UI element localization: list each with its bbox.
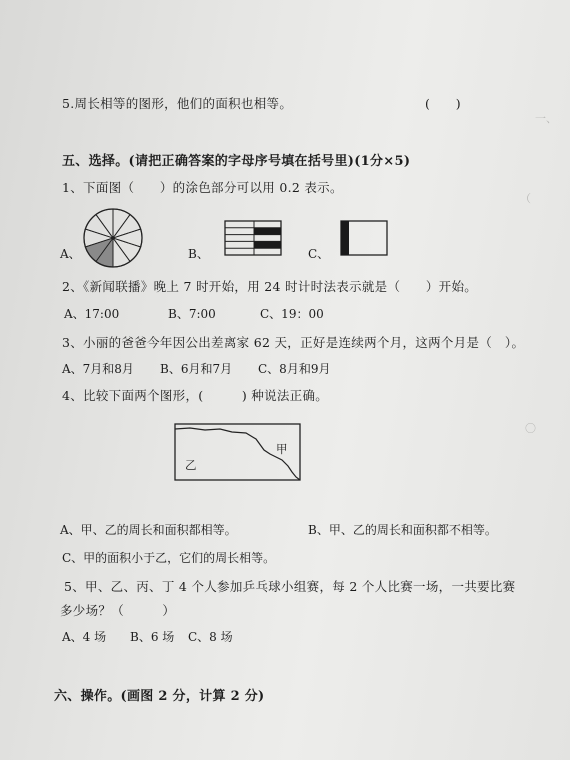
- q2-option-b: B、7:00: [168, 307, 216, 321]
- circle-sector: [113, 215, 141, 238]
- tf-answer-blank[interactable]: ( ): [425, 96, 461, 111]
- choice-q2-text: 2、《新闻联播》晚上 7 时开始，用 24 时计时法表示就是（ ）开始。: [62, 279, 478, 294]
- circle-sector: [85, 215, 113, 238]
- bleed-through-text: （: [520, 192, 531, 205]
- q1-option-c-label: C、: [308, 247, 330, 261]
- q1-option-a-label: A、: [60, 247, 81, 261]
- q4-option-c: C、甲的面积小于乙，它们的周长相等。: [62, 551, 276, 565]
- q1-circle-figure: [82, 207, 144, 269]
- q1-option-b-label: B、: [188, 247, 209, 261]
- section-5-heading: 五、选择。(请把正确答案的字母序号填在括号里)(1分×5): [62, 154, 411, 169]
- choice-q4-text: 4、比较下面两个图形，( ) 种说法正确。: [62, 388, 329, 403]
- q3-option-c: C、8月和9月: [258, 362, 331, 376]
- q5-option-a: A、4 场: [62, 630, 107, 644]
- q2-option-a: A、17:00: [64, 307, 120, 321]
- q2-option-c: C、19：00: [260, 307, 324, 321]
- choice-q1-text: 1、下面图（ ）的涂色部分可以用 0.2 表示。: [62, 180, 343, 195]
- bleed-through-text: 〇: [525, 422, 536, 435]
- q5-option-c: C、8 场: [188, 630, 233, 644]
- choice-q5-text-line2: 多少场？（ ）: [60, 603, 176, 618]
- q5-option-b: B、6 场: [130, 630, 175, 644]
- choice-q3-text: 3、小丽的爸爸今年因公出差离家 62 天，正好是连续两个月，这两个月是（ ）。: [62, 335, 525, 350]
- q3-option-a: A、7月和8月: [62, 362, 134, 376]
- bleed-through-text: 一、: [535, 112, 557, 125]
- q4-option-a: A、甲、乙的周长和面积都相等。: [60, 523, 237, 537]
- q1-grid-figure: [224, 220, 282, 256]
- q3-option-b: B、6月和7月: [160, 362, 233, 376]
- circle-sector: [113, 238, 141, 261]
- q4-label-yi: 乙: [185, 458, 197, 472]
- section-6-heading: 六、操作。(画图 2 分，计算 2 分): [54, 689, 265, 704]
- q1-rect-figure: [340, 220, 388, 256]
- choice-q5-text: 5、甲、乙、丙、丁 4 个人参加乒乓球小组赛，每 2 个人比赛一场，一共要比赛: [64, 579, 516, 594]
- tf-question-5: 5.周长相等的图形，他们的面积也相等。: [62, 96, 293, 111]
- q4-option-b: B、甲、乙的周长和面积都不相等。: [308, 523, 497, 537]
- q4-label-jia: 甲: [276, 442, 288, 456]
